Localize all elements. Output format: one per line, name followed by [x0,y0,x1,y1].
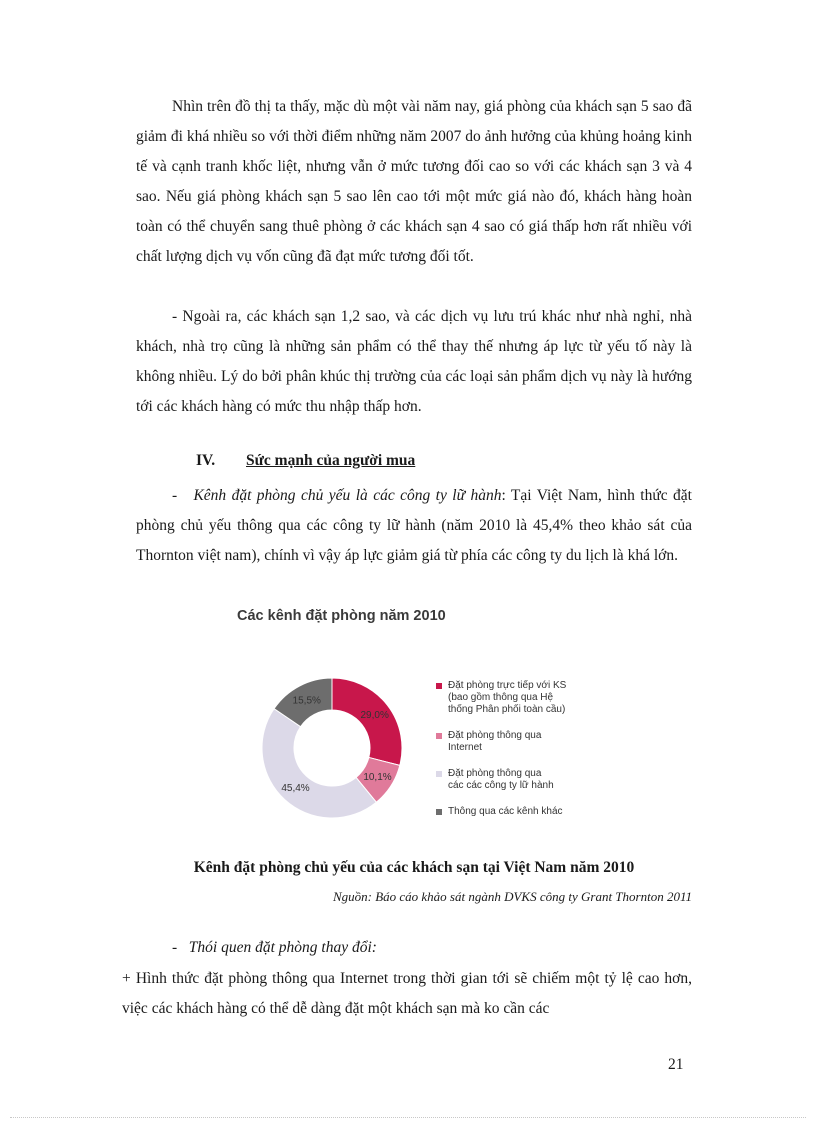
donut-slice-0 [332,678,402,765]
page-border-dotted [10,1117,806,1118]
section-title: Sức mạnh của người mua [246,452,416,469]
chart-legend [436,680,616,832]
paragraph-habit-heading [136,933,692,963]
paragraph-price-analysis: Nhìn trên đồ thị ta thấy, mặc dù một vài năm nay, giá phòng của khách sạn 5 sao đã giảm đi khá nhiều so với thời điểm những năm 2007 do ảnh hưởng của khủng hoảng kinh tế và cạnh tranh khốc liệt, nhưng vẫn ở mức tương đối cao so với các khách sạn 3 và 4 sao. Nếu giá phòng khách sạn 5 sao lên cao tới một mức giá nào đó, khách hàng hoàn toàn có thể chuyển sang thuê phòng ở các khách sạn 4 sao có giá thấp hơn rất nhiều với chất lượng dịch vụ vốn cũng đã đạt mức tương đối tốt. [136,98,692,265]
figure-caption: Kênh đặt phòng chủ yếu của các khách sạn tại Việt Nam năm 2010 [193,859,635,876]
legend-swatch-1 [436,733,442,739]
italic-lead: Kênh đặt phòng chủ yếu là các công ty lữ hành [193,487,502,504]
paragraph-internet-booking: + Hình thức đặt phòng thông qua Internet trong thời gian tới sẽ chiếm một tỷ lệ cao hơn, việc các khách hàng có thể dễ dàng đặt một khách sạn mà ko cần các [122,970,692,1017]
legend-item-0 [436,680,616,716]
donut-value-label-2: 45,4% [281,782,310,794]
legend-item-3 [436,806,616,818]
legend-label-line: Internet [448,742,482,753]
italic-heading: Thói quen đặt phòng thay đổi: [188,939,377,956]
chart-title: Các kênh đặt phòng năm 2010 [237,608,446,624]
booking-channels-chart [232,606,612,846]
legend-label-line: (bao gồm thông qua Hệ [448,692,554,703]
legend-label-line: Đặt phòng thông qua [448,768,542,779]
dash-marker: - [172,939,178,956]
legend-label-line: thống Phân phối toàn cầu) [448,704,566,715]
donut-value-label-0: 29,0% [360,709,389,721]
legend-swatch-0 [436,683,442,689]
figure-source: Nguồn: Báo cáo khảo sát ngành DVKS công ty Grant Thornton 2011 [332,889,692,904]
donut-slice-2 [262,709,376,818]
donut-chart [232,646,432,846]
legend-item-1 [436,730,616,754]
donut-value-label-3: 15,5% [292,695,321,707]
legend-swatch-3 [436,809,442,815]
legend-label-line: Đặt phòng thông qua [448,730,542,741]
legend-label-line: Thông qua các kênh khác [448,806,563,817]
paragraph-rest: : Tại Việt Nam, hình thức đặt phòng chủ yếu thông qua các công ty lữ hành (năm 2010 là 45,4% theo khảo sát của Thornton việt nam), chính vì vậy áp lực giảm giá từ phía các công ty du lịch là khá lớn. [136,487,692,564]
legend-label-line: Đặt phòng trực tiếp với KS [448,680,567,691]
section-number: IV. [196,452,216,469]
donut-value-label-1: 10,1% [363,772,392,784]
legend-item-2 [436,768,616,792]
legend-label-line: các các công ty lữ hành [448,780,554,791]
dash-marker: - [172,487,178,504]
legend-swatch-2 [436,771,442,777]
paragraph-booking-channels [136,481,692,571]
paragraph-substitutes: - Ngoài ra, các khách sạn 1,2 sao, và các dịch vụ lưu trú khác như nhà nghỉ, nhà khách, nhà trọ cũng là những sản phẩm có thể thay thế nhưng áp lực từ yếu tố này là không nhiều. Lý do bởi phân khúc thị trường của các loại sản phẩm dịch vụ này là hướng tới các khách hàng có mức thu nhập thấp hơn. [136,308,692,415]
section-heading [196,452,415,470]
page-number: 21 [668,1056,684,1073]
